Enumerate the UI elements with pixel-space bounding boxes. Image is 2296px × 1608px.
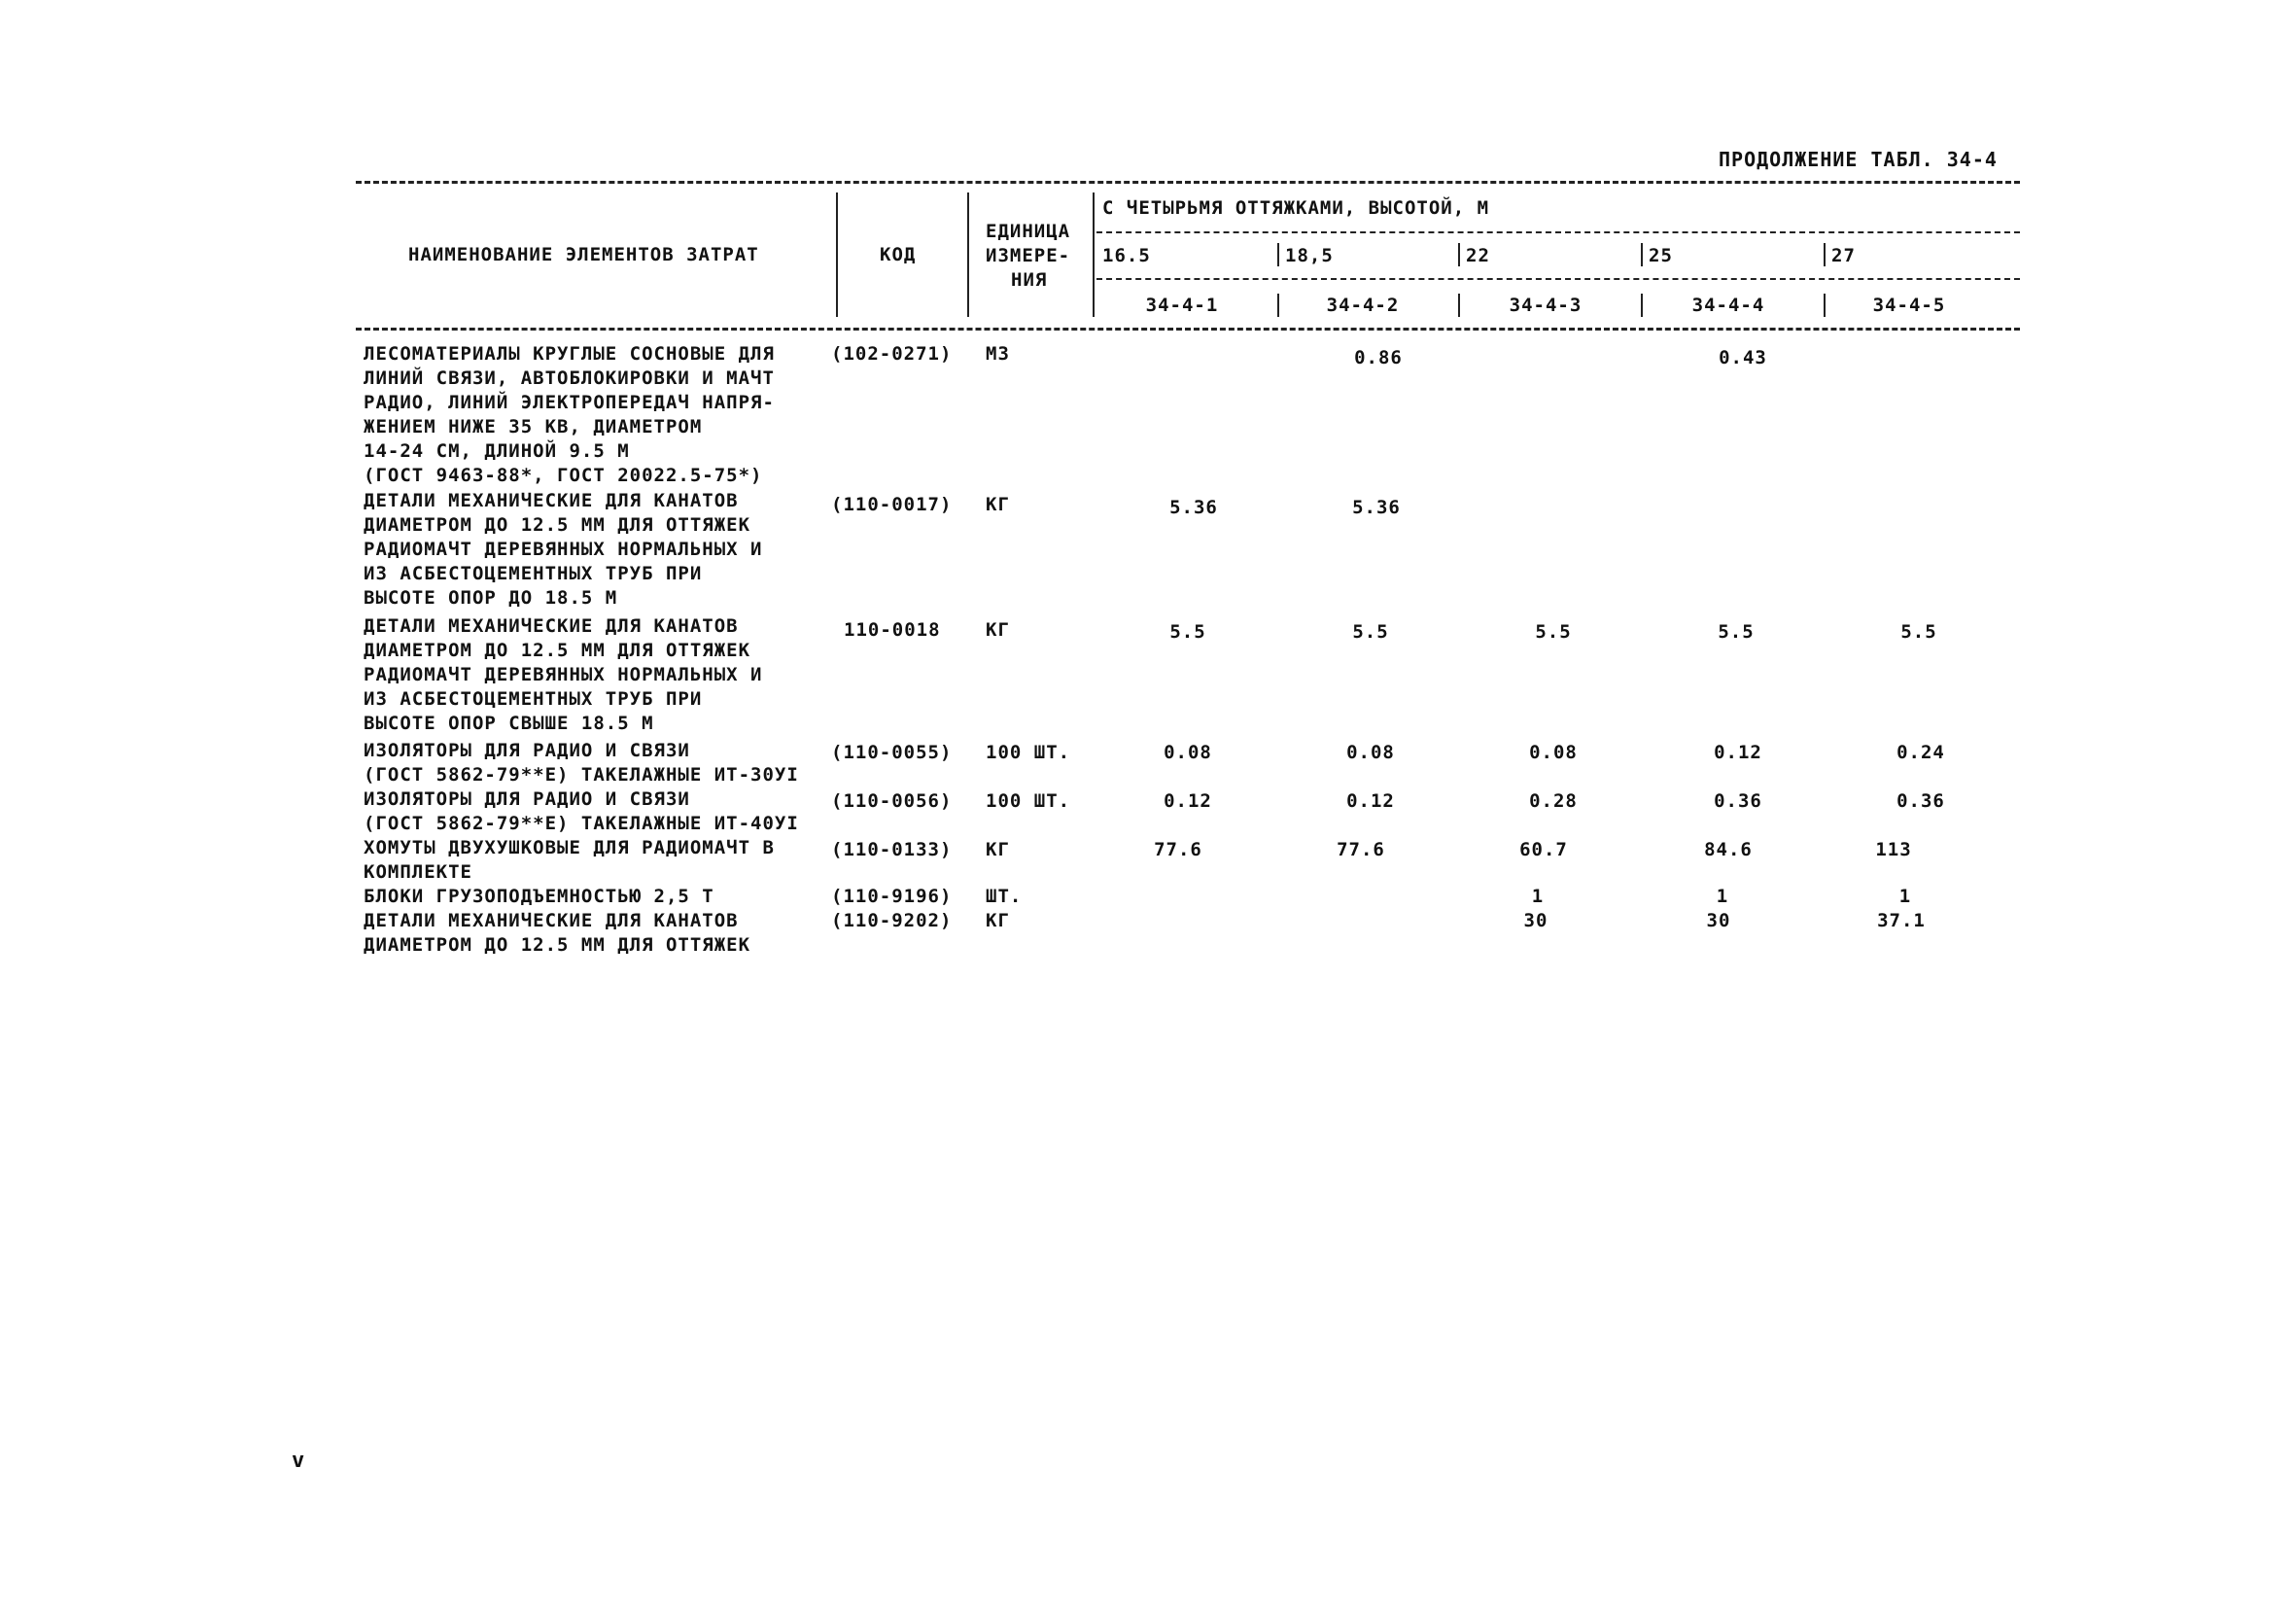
row-value: 5.5 [1535,621,1572,643]
header-divider [1458,243,1460,266]
row-name-line: ЛЕСОМАТЕРИАЛЫ КРУГЛЫЕ СОСНОВЫЕ ДЛЯ [364,343,775,365]
row-code: (110-9196) [831,886,953,907]
row-unit: 100 ШТ. [986,790,1071,812]
row-code: (110-9202) [831,910,953,931]
header-unit-line: ЕДИНИЦА [986,221,1071,242]
row-code: (110-0056) [831,790,953,812]
row-name-line: РАДИО, ЛИНИЙ ЭЛЕКТРОПЕРЕДАЧ НАПРЯ- [364,392,775,413]
row-value: 0.24 [1896,742,1945,763]
header-height: 25 [1649,245,1673,266]
header-height: 18,5 [1285,245,1334,266]
row-name-line: БЛОКИ ГРУЗОПОДЪЕМНОСТЬЮ 2,5 Т [364,886,714,907]
row-unit: КГ [986,839,1010,860]
row-name-line: ДЕТАЛИ МЕХАНИЧЕСКИЕ ДЛЯ КАНАТОВ [364,490,739,511]
row-name-line: ХОМУТЫ ДВУХУШКОВЫЕ ДЛЯ РАДИОМАЧТ В [364,837,775,858]
row-name-line: ВЫСОТЕ ОПОР ДО 18.5 М [364,587,618,609]
row-name-line: ИЗ АСБЕСТОЦЕМЕНТНЫХ ТРУБ ПРИ [364,688,703,710]
header-divider [1824,294,1826,317]
header-code: 34-4-5 [1872,295,1946,316]
header-inner-rule [1096,278,2020,280]
row-value: 37.1 [1877,910,1926,931]
header-divider [1277,294,1279,317]
row-unit: КГ [986,494,1010,515]
row-value: 0.12 [1164,790,1212,812]
row-name-line: РАДИОМАЧТ ДЕРЕВЯННЫХ НОРМАЛЬНЫХ И [364,539,763,560]
row-value: 0.12 [1346,790,1395,812]
row-code: 110-0018 [844,619,941,641]
header-height: 27 [1831,245,1856,266]
row-name-line: ДЕТАЛИ МЕХАНИЧЕСКИЕ ДЛЯ КАНАТОВ [364,615,739,637]
header-group-label: С ЧЕТЫРЬМЯ ОТТЯЖКАМИ, ВЫСОТОЙ, М [1102,197,1490,219]
header-bottom-rule [356,328,2020,331]
row-value: 0.08 [1346,742,1395,763]
row-value: 0.36 [1896,790,1945,812]
row-name-line: ДИАМЕТРОМ ДО 12.5 ММ ДЛЯ ОТТЯЖЕК [364,934,751,956]
row-name-line: РАДИОМАЧТ ДЕРЕВЯННЫХ НОРМАЛЬНЫХ И [364,664,763,685]
row-code: (110-0055) [831,742,953,763]
stray-scan-mark: v [292,1449,305,1473]
row-name-line: ДИАМЕТРОМ ДО 12.5 ММ ДЛЯ ОТТЯЖЕК [364,640,751,661]
row-value: 5.5 [1900,621,1937,643]
header-height: 22 [1466,245,1490,266]
header-divider [1458,294,1460,317]
header-code: 34-4-1 [1145,295,1219,316]
row-value: 5.5 [1352,621,1389,643]
row-name-line: ЖЕНИЕМ НИЖЕ 35 КВ, ДИАМЕТРОМ [364,416,703,437]
header-name-column: НАИМЕНОВАНИЕ ЭЛЕМЕНТОВ ЗАТРАТ [408,244,759,265]
row-name-line: КОМПЛЕКТЕ [364,861,472,883]
row-value: 1 [1898,886,1912,907]
row-unit: ШТ. [986,886,1023,907]
row-value: 84.6 [1704,839,1753,860]
row-name-line: (ГОСТ 5862-79**Е) ТАКЕЛАЖНЫЕ ИТ-30УI [364,764,799,786]
row-code: (102-0271) [831,343,953,365]
header-divider [1277,243,1279,266]
header-inner-rule [1096,231,2020,233]
header-code: 34-4-3 [1509,295,1583,316]
header-divider [1641,243,1643,266]
row-value: 77.6 [1337,839,1385,860]
row-name-line: 14-24 СМ, ДЛИНОЙ 9.5 М [364,440,630,462]
row-unit: КГ [986,910,1010,931]
header-unit-line: НИЯ [1011,269,1048,291]
header-divider [1641,294,1643,317]
row-name-line: ДЕТАЛИ МЕХАНИЧЕСКИЕ ДЛЯ КАНАТОВ [364,910,739,931]
row-name-line: (ГОСТ 9463-88*, ГОСТ 20022.5-75*) [364,465,763,486]
row-value: 5.5 [1718,621,1755,643]
row-name-line: ЛИНИЙ СВЯЗИ, АВТОБЛОКИРОВКИ И МАЧТ [364,367,775,389]
row-value: 0.43 [1719,347,1767,368]
header-divider [967,192,969,317]
row-value: 0.36 [1714,790,1762,812]
header-divider [836,192,838,317]
table-continuation-label: ПРОДОЛЖЕНИЕ ТАБЛ. 34-4 [1719,148,1998,171]
row-value: 113 [1875,839,1912,860]
row-name-line: ИЗОЛЯТОРЫ ДЛЯ РАДИО И СВЯЗИ [364,740,690,761]
header-divider [1093,192,1095,317]
header-code-column: КОД [880,244,917,265]
row-value: 5.5 [1169,621,1206,643]
row-name-line: ВЫСОТЕ ОПОР СВЫШЕ 18.5 М [364,713,654,734]
row-code: (110-0017) [831,494,953,515]
header-divider [1824,243,1826,266]
row-name-line: ИЗ АСБЕСТОЦЕМЕНТНЫХ ТРУБ ПРИ [364,563,703,584]
row-unit: М3 [986,343,1010,365]
row-value: 0.08 [1529,742,1578,763]
row-value: 30 [1706,910,1731,931]
row-value: 77.6 [1154,839,1202,860]
row-name-line: ДИАМЕТРОМ ДО 12.5 ММ ДЛЯ ОТТЯЖЕК [364,514,751,536]
row-value: 1 [1716,886,1729,907]
table-top-rule [356,181,2020,184]
row-value: 30 [1523,910,1548,931]
row-value: 60.7 [1519,839,1568,860]
row-code: (110-0133) [831,839,953,860]
row-value: 5.36 [1352,497,1401,518]
row-name-line: ИЗОЛЯТОРЫ ДЛЯ РАДИО И СВЯЗИ [364,788,690,810]
header-height: 16.5 [1102,245,1151,266]
row-value: 0.86 [1354,347,1403,368]
row-unit: 100 ШТ. [986,742,1071,763]
row-unit: КГ [986,619,1010,641]
row-value: 0.28 [1529,790,1578,812]
row-value: 1 [1531,886,1545,907]
row-value: 0.08 [1164,742,1212,763]
header-code: 34-4-2 [1326,295,1400,316]
header-code: 34-4-4 [1691,295,1765,316]
row-name-line: (ГОСТ 5862-79**Е) ТАКЕЛАЖНЫЕ ИТ-40УI [364,813,799,834]
row-value: 0.12 [1714,742,1762,763]
row-value: 5.36 [1169,497,1218,518]
header-unit-line: ИЗМЕРЕ- [986,245,1071,266]
